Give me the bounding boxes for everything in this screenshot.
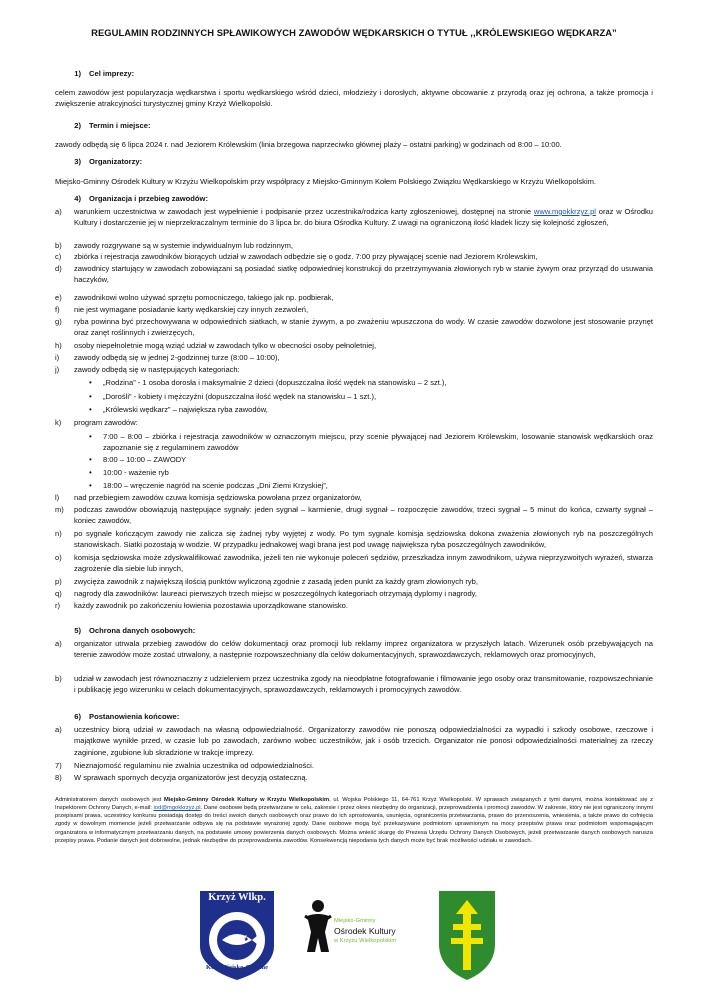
list-marker: q) (55, 589, 62, 598)
bullet-icon: • (89, 432, 92, 441)
list-marker: p) (55, 577, 62, 586)
list-text: nagrody dla zawodników: laureaci pierwszych trzech miejsc w poszczególnych kategoriach otrzymają dyplomy i nagrody, (74, 589, 477, 598)
mgok-figure-icon (303, 898, 333, 954)
text-fragment: Administratorem danych osobowych jest (55, 797, 165, 803)
list-marker: a) (55, 725, 62, 734)
section-title: Organizatorzy: (89, 157, 143, 166)
bullet-icon: • (89, 481, 92, 490)
list-text: podczas zawodów obowiązują następujące sygnały: jeden sygnał – karmienie, drugi sygnał – rozpoczęcie zawodów, trzeci sygnał – 5 minut do końca, czwarty sygnał – koniec zawodów, (74, 505, 653, 526)
list-marker: e) (55, 293, 62, 302)
section-number: 2) (74, 121, 81, 130)
mgok-line-3: w Krzyżu Wielkopolskim (334, 938, 397, 944)
data-protection-notice (55, 796, 653, 845)
list-marker: j) (55, 365, 60, 374)
pzw-mark-label: PZW (227, 934, 247, 944)
website-link[interactable]: www.mgokkrzyz.pl (533, 207, 596, 216)
list-text: ryba powinna być przechowywana w odpowiednich siatkach, w stanie żywym, a po zważeniu wpuszczona do wody. W czasie zawodów dozwolone jest stosowanie przynęt oraz zanęt roślinnych i zwierzęcych, (74, 317, 653, 338)
list-marker: g) (55, 317, 62, 326)
section-5-heading (55, 626, 195, 635)
crest-cross-icon (436, 888, 498, 982)
list-marker: m) (55, 505, 64, 514)
mgok-line-1: Miejsko-Gminny (334, 918, 376, 924)
section-title: Termin i miejsce: (89, 121, 151, 130)
text-fragment: , ul. Wojska Polskiego 11, 64-761 Krzyż Wielkopolski. W sprawach związanych z tymi danymi, można kontaktować się z Inspektorem Ochrony Danych, e-mail: (55, 797, 653, 812)
list-marker: c) (55, 252, 62, 261)
text-fragment: . Dane osobowe będą przetwarzane w celu, zakresie i przez okres niezbędny do organizacji, przeprowadzenia i promocji zawodów. W zakresie, który nie jest ograniczony innymi przepisami prawa, uczestnicy konkursu posiadają dostęp do treści swoich danych osobowych oraz prawo do ich sprostowania, usunięcia, ograniczenia przetwarzania, prawo do przenoszenia, wniesienia, a także prawo do cofnięcia zgody w dowolnym momencie jeżeli przetwarzanie odbywa się na podstawie wyrażonej zgody. Dane osobowe mogą być przekazywane podmiotom uprawnionym na mocy przepisów prawa oraz podmiotom wspomagającym organizatora w informatycznym przetwarzaniu danych, na podstawie umowy powierzenia danych osobowych. Można wnieść skargę do Prezesa Urzędu Ochrony Danych Osobowych, jeżeli przetwarzanie danych osobowych narusza przepisy prawa. Podanie danych jest dobrowolne, jednak niezbędne do przeprowadzenia zawodów. Konsekwencją niepodania tych danych może być brak możliwości udziału w zawodach. (55, 805, 653, 844)
list-marker: l) (55, 493, 60, 502)
list-text (74, 206, 653, 229)
section-number: 1) (74, 69, 81, 78)
list-marker: b) (55, 241, 62, 250)
section-number: 6) (74, 712, 81, 721)
text-fragment: warunkiem uczestnictwa w zawodach jest wypełnienie i podpisanie przez uczestnika/rodzica karty zgłoszeniowej, dostępnej na stronie (74, 207, 534, 216)
bullet-text: 10:00 - ważenie ryb (103, 468, 169, 477)
list-text: program zawodów: (74, 418, 138, 427)
list-text: zbiórka i rejestracja zawodników biorących udział w zawodach odbędzie się o godz. 7:00 przy pływającej scenie nad Jeziorem Królewskim, (74, 252, 538, 261)
pzw-town-label: Krzyż Wlkp. (208, 892, 266, 903)
bullet-icon: • (89, 392, 92, 401)
section-3-text: Miejsko-Gminny Ośrodek Kultury w Krzyżu Wielkopolskim przy współpracy z Miejsko-Gminnym Kołem Polskiego Związku Wędkarskiego w Krzyżu Wielkopolskim. (55, 177, 597, 186)
list-marker: 7) (55, 761, 62, 770)
list-text: po sygnale kończącym zawody nie zalicza się żadnej ryby wyjętej z wody. Po tym sygnale komisja sędziowska dokona zważenia złowionych ryb na poszczególnych stanowiskach. Siatki pozostają w wodzie. W przypadku jednakowej wagi brana jest pod uwagę największa ryba poszczególnych zawodników, (74, 529, 653, 550)
section-title: Cel imprezy: (89, 69, 135, 78)
list-text: uczestnicy biorą udział w zawodach na własną odpowiedzialność. Organizatorzy zawodów nie ponoszą odpowiedzialności za wypadki i szkody osobowe, rzeczowe i majątkowe wynikłe przed, w czasie lub po zawodach, zarówno wobec uczestników, jak i osób trzecich. Organizator nie ponosi odpowiedzialności materialnej za rzeczy zaginione, zgubione lub skradzione w trakcje imprezy. (74, 725, 653, 757)
section-title: Organizacja i przebieg zawodów: (89, 194, 208, 203)
bullet-text: 7:00 – 8:00 – zbiórka i rejestracja zawodników w oznaczonym miejscu, przy scenie pływającej nad Jeziorem Królewskim, losowanie stanowisk wędkarskich oraz zapoznanie się z regulaminem zawodów (103, 432, 653, 453)
list-text: udział w zawodach jest równoznaczny z udzieleniem przez uczestnika zgody na nieodpłatne fotografowanie i filmowanie jego osoby oraz transmitowanie, rozpowszechnianie i publikację jego wizerunku w celach dokumentacyjnych, sprawozdawczych, reklamowych i promocyjnych zawodów. (74, 674, 653, 695)
list-text: zawody odbędą się w następujących kategoriach: (74, 365, 240, 374)
list-marker: h) (55, 341, 62, 350)
bullet-text: „Rodzina” - 1 osoba dorosła i maksymalnie 2 dzieci (dopuszczalna ilość wędek na stanowisku – 2 szt.), (103, 378, 447, 387)
list-marker: r) (55, 601, 61, 610)
pzw-logo (196, 888, 278, 982)
list-text: zawody odbędą się w jednej 2-godzinnej turze (8:00 – 10:00), (74, 353, 280, 362)
section-title: Ochrona danych osobowych: (89, 626, 196, 635)
section-4-heading (55, 194, 208, 203)
list-marker: n) (55, 529, 62, 538)
bullet-text: 8:00 – 10:00 – ZAWODY (103, 455, 187, 464)
section-number: 5) (74, 626, 81, 635)
document-title: REGULAMIN RODZINNYCH SPŁAWIKOWYCH ZAWODÓW WĘDKARSKICH O TYTUŁ ,,KRÓLEWSKIEGO WĘDKARZA” (91, 27, 617, 38)
list-marker: b) (55, 674, 62, 683)
mgok-logo (303, 896, 413, 976)
list-text: Nieznajomość regulaminu nie zwalnia uczestnika od odpowiedzialności. (74, 761, 314, 770)
list-marker: o) (55, 553, 62, 562)
iod-email-link[interactable]: iod@mgokkrzyz.pl (153, 805, 201, 812)
administrator-name: Miejsko-Gminny Ośrodek Kultury w Krzyżu Wielkopolskim (164, 797, 330, 803)
section-3-heading (55, 157, 142, 166)
bullet-icon: • (89, 405, 92, 414)
list-text: komisja sędziowska może zdyskwalifikować zawodnika, jeżeli ten nie wykonuje poleceń sędziów, przeszkadza innym zawodnikom, używa nieprzyzwoitych wyrażeń, stwarza zagrożenie dla siebie lub innych, (74, 553, 653, 574)
bullet-text: „Królewski wędkarz” – największa ryba zawodów, (103, 405, 268, 414)
section-1-heading (55, 69, 134, 78)
section-2-heading (55, 121, 150, 130)
list-text: zawody rozgrywane są w systemie indywidualnym lub rodzinnym, (74, 241, 293, 250)
pzw-ring-label: Koło Miejsko-Gminne (206, 964, 268, 971)
gmina-crest (436, 888, 498, 982)
list-item (55, 206, 653, 240)
text-fragment: oraz w Ośrodku Kultury i dostarczenie jej w nieprzekraczalnym terminie do 3 lipca br. do biura Ośrodka Kultury. Z uwagi na ograniczoną ilość kładek liczy się kolejność zgłoszeń, (74, 207, 653, 228)
section-number: 3) (74, 157, 81, 166)
section-1-text: celem zawodów jest popularyzacja wędkarstwa i sportu wędkarskiego wśród dzieci, młodzieży i dorosłych, aktywne obcowanie z przyrodą oraz jej ochrona, a także promocja i zwiększenie atrakcyjności turystycznej gminy Krzyż Wielkopolski. (55, 88, 653, 109)
bullet-text: „Dorośli” - kobiety i mężczyźni (dopuszczalna ilość wędek na stanowisku – 1 szt.), (103, 392, 377, 401)
list-text: nad przebiegiem zawodów czuwa komisja sędziowska powołana przez organizatorów, (74, 493, 362, 502)
section-6-heading (55, 712, 179, 721)
section-number: 4) (74, 194, 81, 203)
list-text: osoby niepełnoletnie mogą wziąć udział w zawodach tylko w obecności osoby pełnoletniej, (74, 341, 377, 350)
bullet-text: 18:00 – wręczenie nagród na scenie podczas „Dni Ziemi Krzyskiej”, (103, 481, 328, 490)
list-marker: d) (55, 264, 62, 273)
list-marker: f) (55, 305, 60, 314)
list-text: nie jest wymagane posiadanie karty wędkarskiej czy innych zezwoleń, (74, 305, 309, 314)
list-marker: i) (55, 353, 60, 362)
list-marker: a) (55, 207, 62, 216)
bullet-icon: • (89, 455, 92, 464)
list-text: organizator utrwala przebieg zawodów do celów dokumentacji oraz promocji lub reklamy imprez organizatora w przyszłych latach. Wizerunek osób przebywających na terenie zawodów może zostać utrwalony, a następnie rozpowszechniany dla celów dokumentacyjnych, sprawozdawczych, reklamowych oraz promocyjnych, (74, 639, 653, 660)
mgok-line-2: Ośrodek Kultury (334, 926, 396, 936)
list-text: każdy zawodnik po zakończeniu łowienia pozostawia uporządkowane stanowisko. (74, 601, 348, 610)
list-text: zawodnikowi wolno używać sprzętu pomocniczego, takiego jak np. podbierak, (74, 293, 334, 302)
list-marker: 8) (55, 773, 62, 782)
list-text: W sprawach spornych decyzja organizatorów jest decyzją ostateczną. (74, 773, 308, 782)
section-title: Postanowienia końcowe: (89, 712, 180, 721)
list-text: zwycięża zawodnik z największą ilością punktów wyliczoną zgodnie z zasadą jeden punkt za każdy gram złowionych ryb, (74, 577, 478, 586)
list-text: zawodnicy startujący w zawodach zobowiązani są posiadać siatkę odpowiedniej konstrukcji do przetrzymywania złowionych ryb w stanie żywym oraz przyrząd do usuwania haczyków, (74, 264, 653, 285)
bullet-icon: • (89, 468, 92, 477)
list-marker: a) (55, 639, 62, 648)
list-marker: k) (55, 418, 62, 427)
bullet-icon: • (89, 378, 92, 387)
section-2-text: zawody odbędą się 6 lipca 2024 r. nad Jeziorem Królewskim (linia brzegowa naprzeciwko głównej plaży – ostatni parking) w godzinach od 8:00 – 10:00. (55, 140, 562, 149)
